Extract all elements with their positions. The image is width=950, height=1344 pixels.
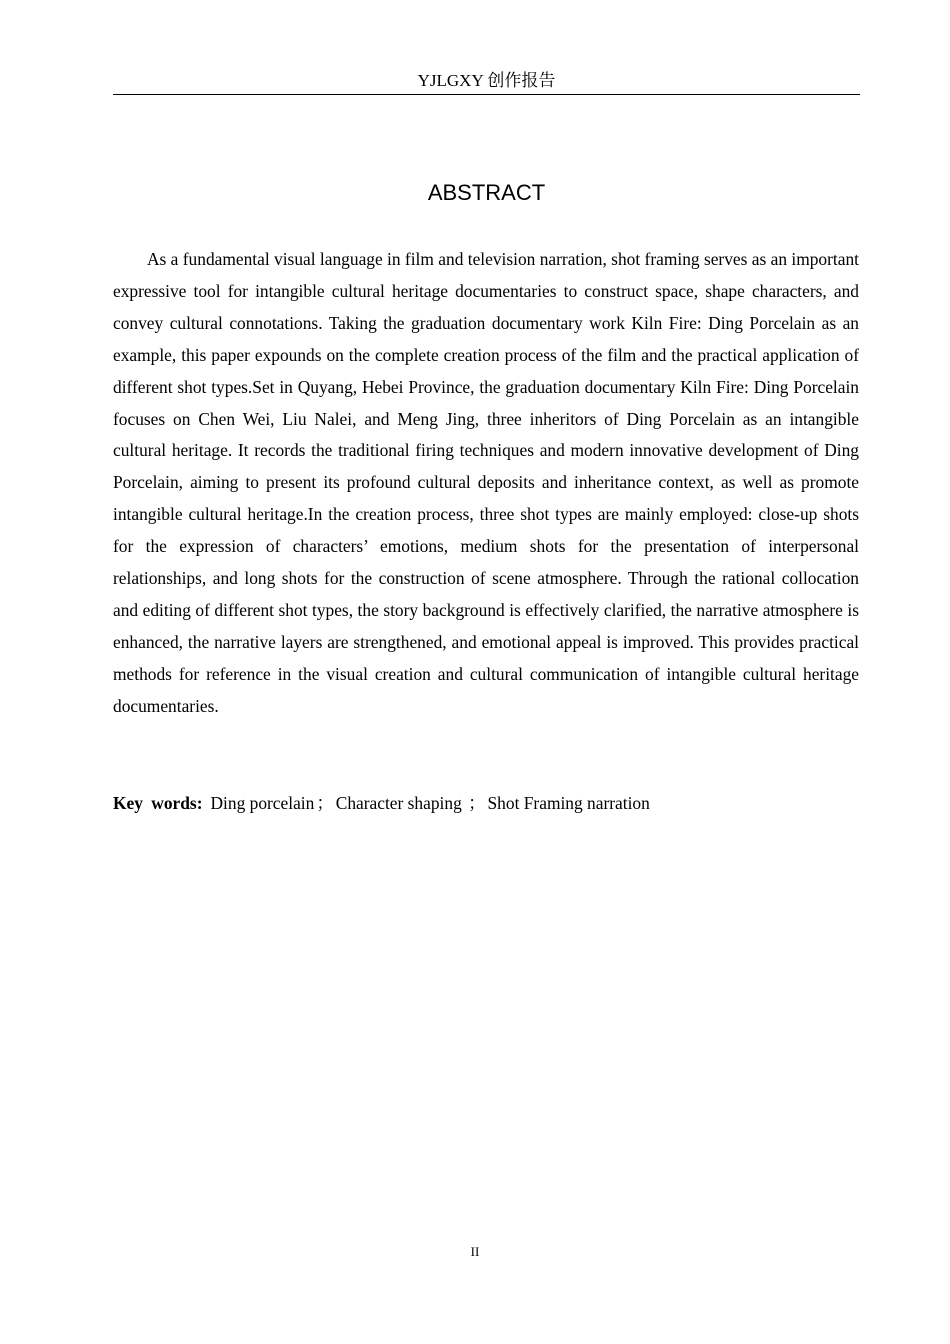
keyword-separator: ； <box>316 793 334 813</box>
keyword-item: Character shaping <box>335 793 462 813</box>
abstract-body: As a fundamental visual language in film and television narration, shot framing serves as an important expressive tool for intangible cultural heritage documentaries to construct space, shape characters, and convey cultural connotations. Taking the graduation documentary work Kiln Fire: Ding Porcelain as an example, this paper expounds on the complete creation process of the film and the practical application of different shot types.Set in Quyang, Hebei Province, the graduation documentary Kiln Fire: Ding Porcelain focuses on Chen Wei, Liu Nalei, and Meng Jing, three inheritors of Ding Porcelain as an intangible cultural heritage. It records the traditional firing techniques and modern innovative development of Ding Porcelain, aiming to present its profound cultural deposits and inheritance context, as well as promote intangible cultural heritage.In the creation process, three shot types are mainly employed: close-up shots for the expression of characters’ emotions, medium shots for the presentation of interpersonal relationships, and long shots for the construction of scene atmosphere. Through the rational collocation and editing of different shot types, the story background is effectively clarified, the narrative atmosphere is enhanced, the narrative layers are strengthened, and emotional appeal is improved. This provides practical methods for reference in the visual creation and cultural communication of intangible cultural heritage documentaries. <box>113 249 859 716</box>
keywords-label: Key words: <box>113 793 203 813</box>
page-header-title: YJLGXY 创作报告 <box>417 71 556 90</box>
keywords-line <box>113 787 859 819</box>
keyword-separator: ； <box>463 793 486 813</box>
keyword-item: Ding porcelain <box>210 793 315 813</box>
page-number: II <box>470 1244 480 1259</box>
page-header <box>113 66 860 95</box>
keyword-item: Shot Framing narration <box>487 793 650 813</box>
abstract-title: ABSTRACT <box>427 180 546 205</box>
